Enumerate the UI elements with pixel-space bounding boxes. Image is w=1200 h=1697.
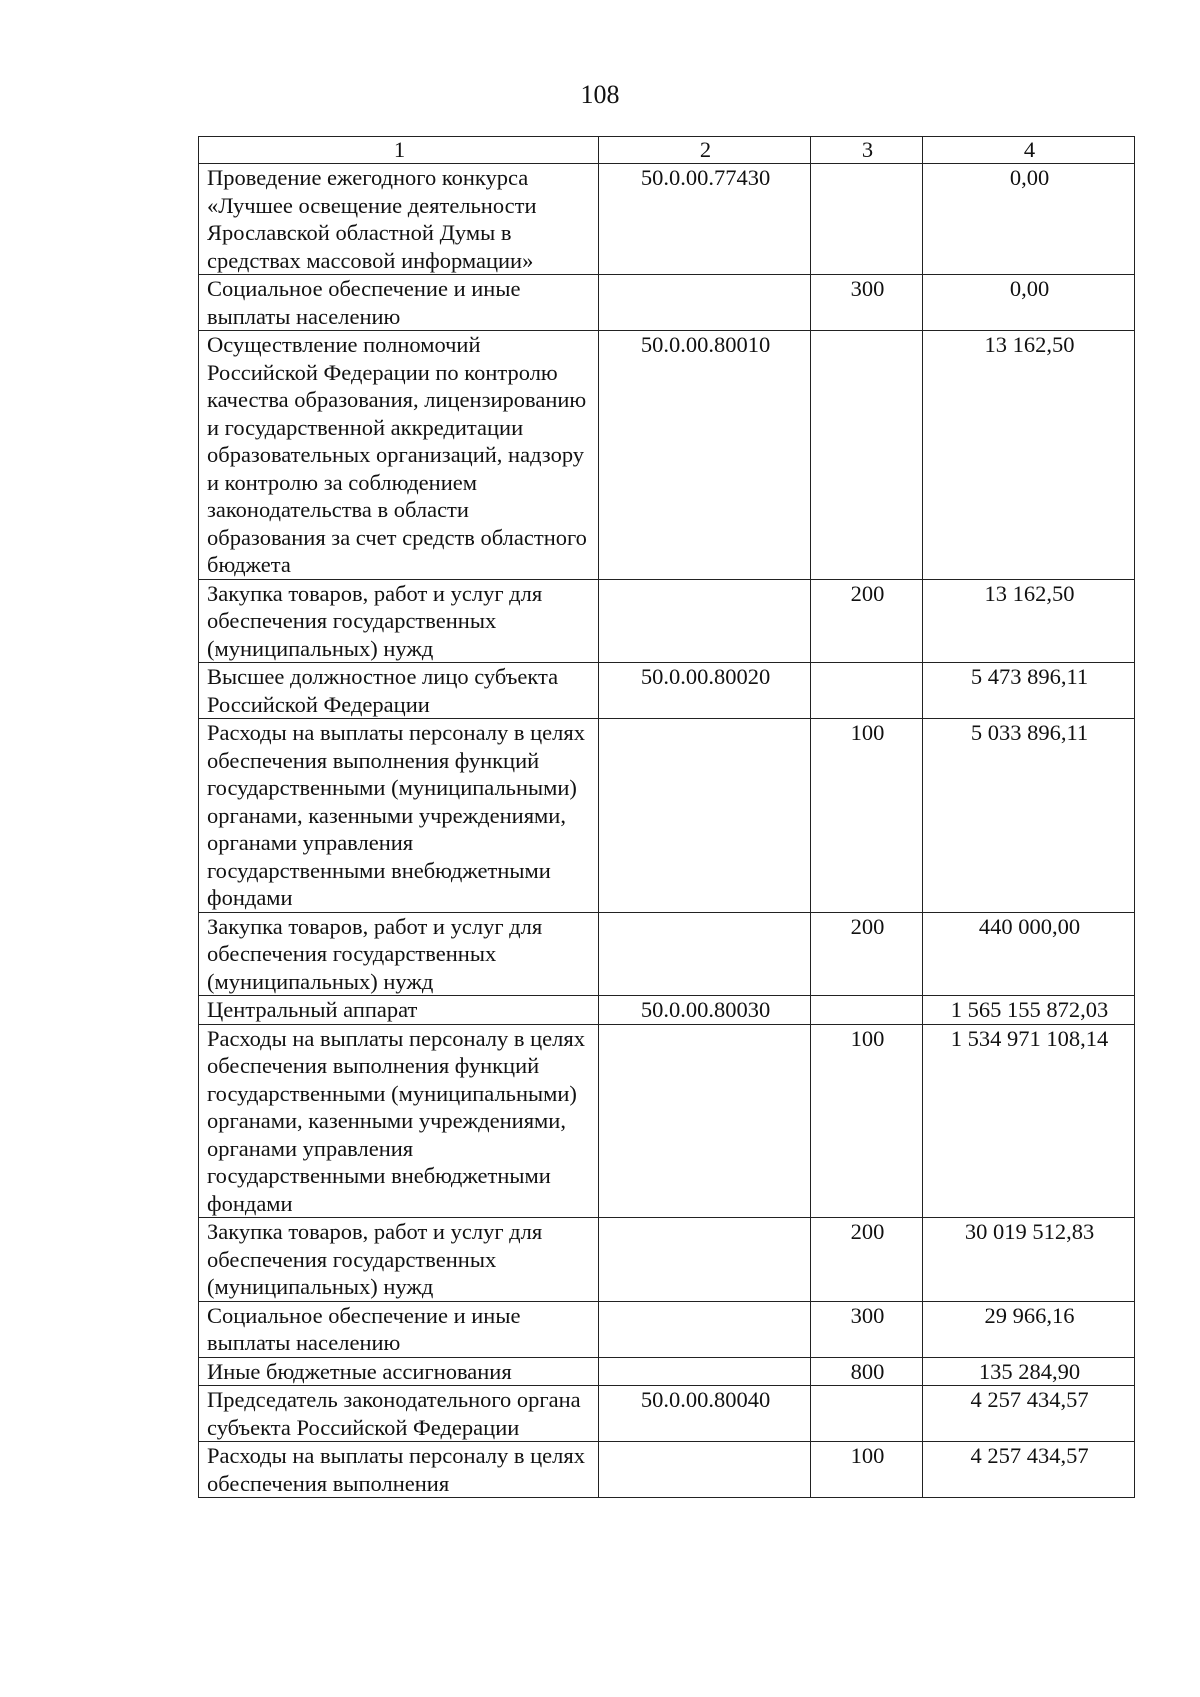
header-cell-code: 2	[599, 137, 811, 164]
cell-name: Расходы на выплаты персоналу в целях обеспечения выполнения функций государственными (муниципальными) органами, казенными учреждениями, органами управления государственными внебюджетными фондами	[199, 1024, 599, 1218]
cell-code	[599, 275, 811, 331]
cell-amount: 5 033 896,11	[923, 719, 1135, 913]
cell-code	[599, 1301, 811, 1357]
cell-code: 50.0.00.80040	[599, 1386, 811, 1442]
table-row	[199, 912, 1135, 996]
cell-name: Иные бюджетные ассигнования	[199, 1357, 599, 1386]
table-row	[199, 1218, 1135, 1302]
cell-name: Проведение ежегодного конкурса «Лучшее освещение деятельности Ярославской областной Думы в средствах массовой информации»	[199, 164, 599, 275]
cell-code	[599, 719, 811, 913]
cell-code	[599, 1218, 811, 1302]
table-row	[199, 1442, 1135, 1498]
cell-name: Расходы на выплаты персоналу в целях обеспечения выполнения	[199, 1442, 599, 1498]
cell-name: Закупка товаров, работ и услуг для обеспечения государственных (муниципальных) нужд	[199, 579, 599, 663]
cell-type	[811, 663, 923, 719]
cell-type: 100	[811, 1024, 923, 1218]
header-cell-type: 3	[811, 137, 923, 164]
cell-code	[599, 912, 811, 996]
table-row	[199, 579, 1135, 663]
table-row	[199, 996, 1135, 1025]
cell-name: Высшее должностное лицо субъекта Российской Федерации	[199, 663, 599, 719]
cell-amount: 1 534 971 108,14	[923, 1024, 1135, 1218]
cell-type	[811, 331, 923, 580]
cell-amount: 135 284,90	[923, 1357, 1135, 1386]
cell-amount: 0,00	[923, 164, 1135, 275]
cell-type	[811, 996, 923, 1025]
cell-name: Расходы на выплаты персоналу в целях обеспечения выполнения функций государственными (муниципальными) органами, казенными учреждениями, органами управления государственными внебюджетными фондами	[199, 719, 599, 913]
table-row	[199, 1024, 1135, 1218]
cell-name: Социальное обеспечение и иные выплаты населению	[199, 275, 599, 331]
cell-code: 50.0.00.80010	[599, 331, 811, 580]
cell-name: Центральный аппарат	[199, 996, 599, 1025]
table-row	[199, 1357, 1135, 1386]
cell-amount: 29 966,16	[923, 1301, 1135, 1357]
cell-code	[599, 1357, 811, 1386]
cell-type	[811, 164, 923, 275]
header-cell-name: 1	[199, 137, 599, 164]
table-row	[199, 331, 1135, 580]
cell-amount: 0,00	[923, 275, 1135, 331]
cell-type: 200	[811, 912, 923, 996]
header-cell-amount: 4	[923, 137, 1135, 164]
cell-amount: 4 257 434,57	[923, 1386, 1135, 1442]
table-row	[199, 275, 1135, 331]
cell-name: Социальное обеспечение и иные выплаты населению	[199, 1301, 599, 1357]
table-row	[199, 164, 1135, 275]
cell-amount: 440 000,00	[923, 912, 1135, 996]
cell-amount: 13 162,50	[923, 331, 1135, 580]
cell-code: 50.0.00.77430	[599, 164, 811, 275]
cell-amount: 13 162,50	[923, 579, 1135, 663]
cell-code	[599, 1442, 811, 1498]
table-row	[199, 663, 1135, 719]
cell-amount: 30 019 512,83	[923, 1218, 1135, 1302]
cell-amount: 1 565 155 872,03	[923, 996, 1135, 1025]
cell-code	[599, 1024, 811, 1218]
cell-type: 300	[811, 1301, 923, 1357]
page-number: 108	[580, 80, 620, 109]
cell-type: 800	[811, 1357, 923, 1386]
cell-amount: 4 257 434,57	[923, 1442, 1135, 1498]
cell-type	[811, 1386, 923, 1442]
cell-type: 100	[811, 719, 923, 913]
cell-type: 200	[811, 1218, 923, 1302]
cell-name: Закупка товаров, работ и услуг для обеспечения государственных (муниципальных) нужд	[199, 1218, 599, 1302]
cell-name: Председатель законодательного органа субъекта Российской Федерации	[199, 1386, 599, 1442]
cell-code: 50.0.00.80020	[599, 663, 811, 719]
cell-type: 200	[811, 579, 923, 663]
table-row	[199, 1386, 1135, 1442]
table-header-row	[199, 137, 1135, 164]
cell-name: Осуществление полномочий Российской Федерации по контролю качества образования, лицензированию и государственной аккредитации образовательных организаций, надзору и контролю за соблюдением законодательства в области образования за счет средств областного бюджета	[199, 331, 599, 580]
cell-type: 100	[811, 1442, 923, 1498]
budget-table	[198, 136, 1135, 1498]
cell-code: 50.0.00.80030	[599, 996, 811, 1025]
cell-type: 300	[811, 275, 923, 331]
table-row	[199, 1301, 1135, 1357]
cell-name: Закупка товаров, работ и услуг для обеспечения государственных (муниципальных) нужд	[199, 912, 599, 996]
table-row	[199, 719, 1135, 913]
cell-amount: 5 473 896,11	[923, 663, 1135, 719]
cell-code	[599, 579, 811, 663]
